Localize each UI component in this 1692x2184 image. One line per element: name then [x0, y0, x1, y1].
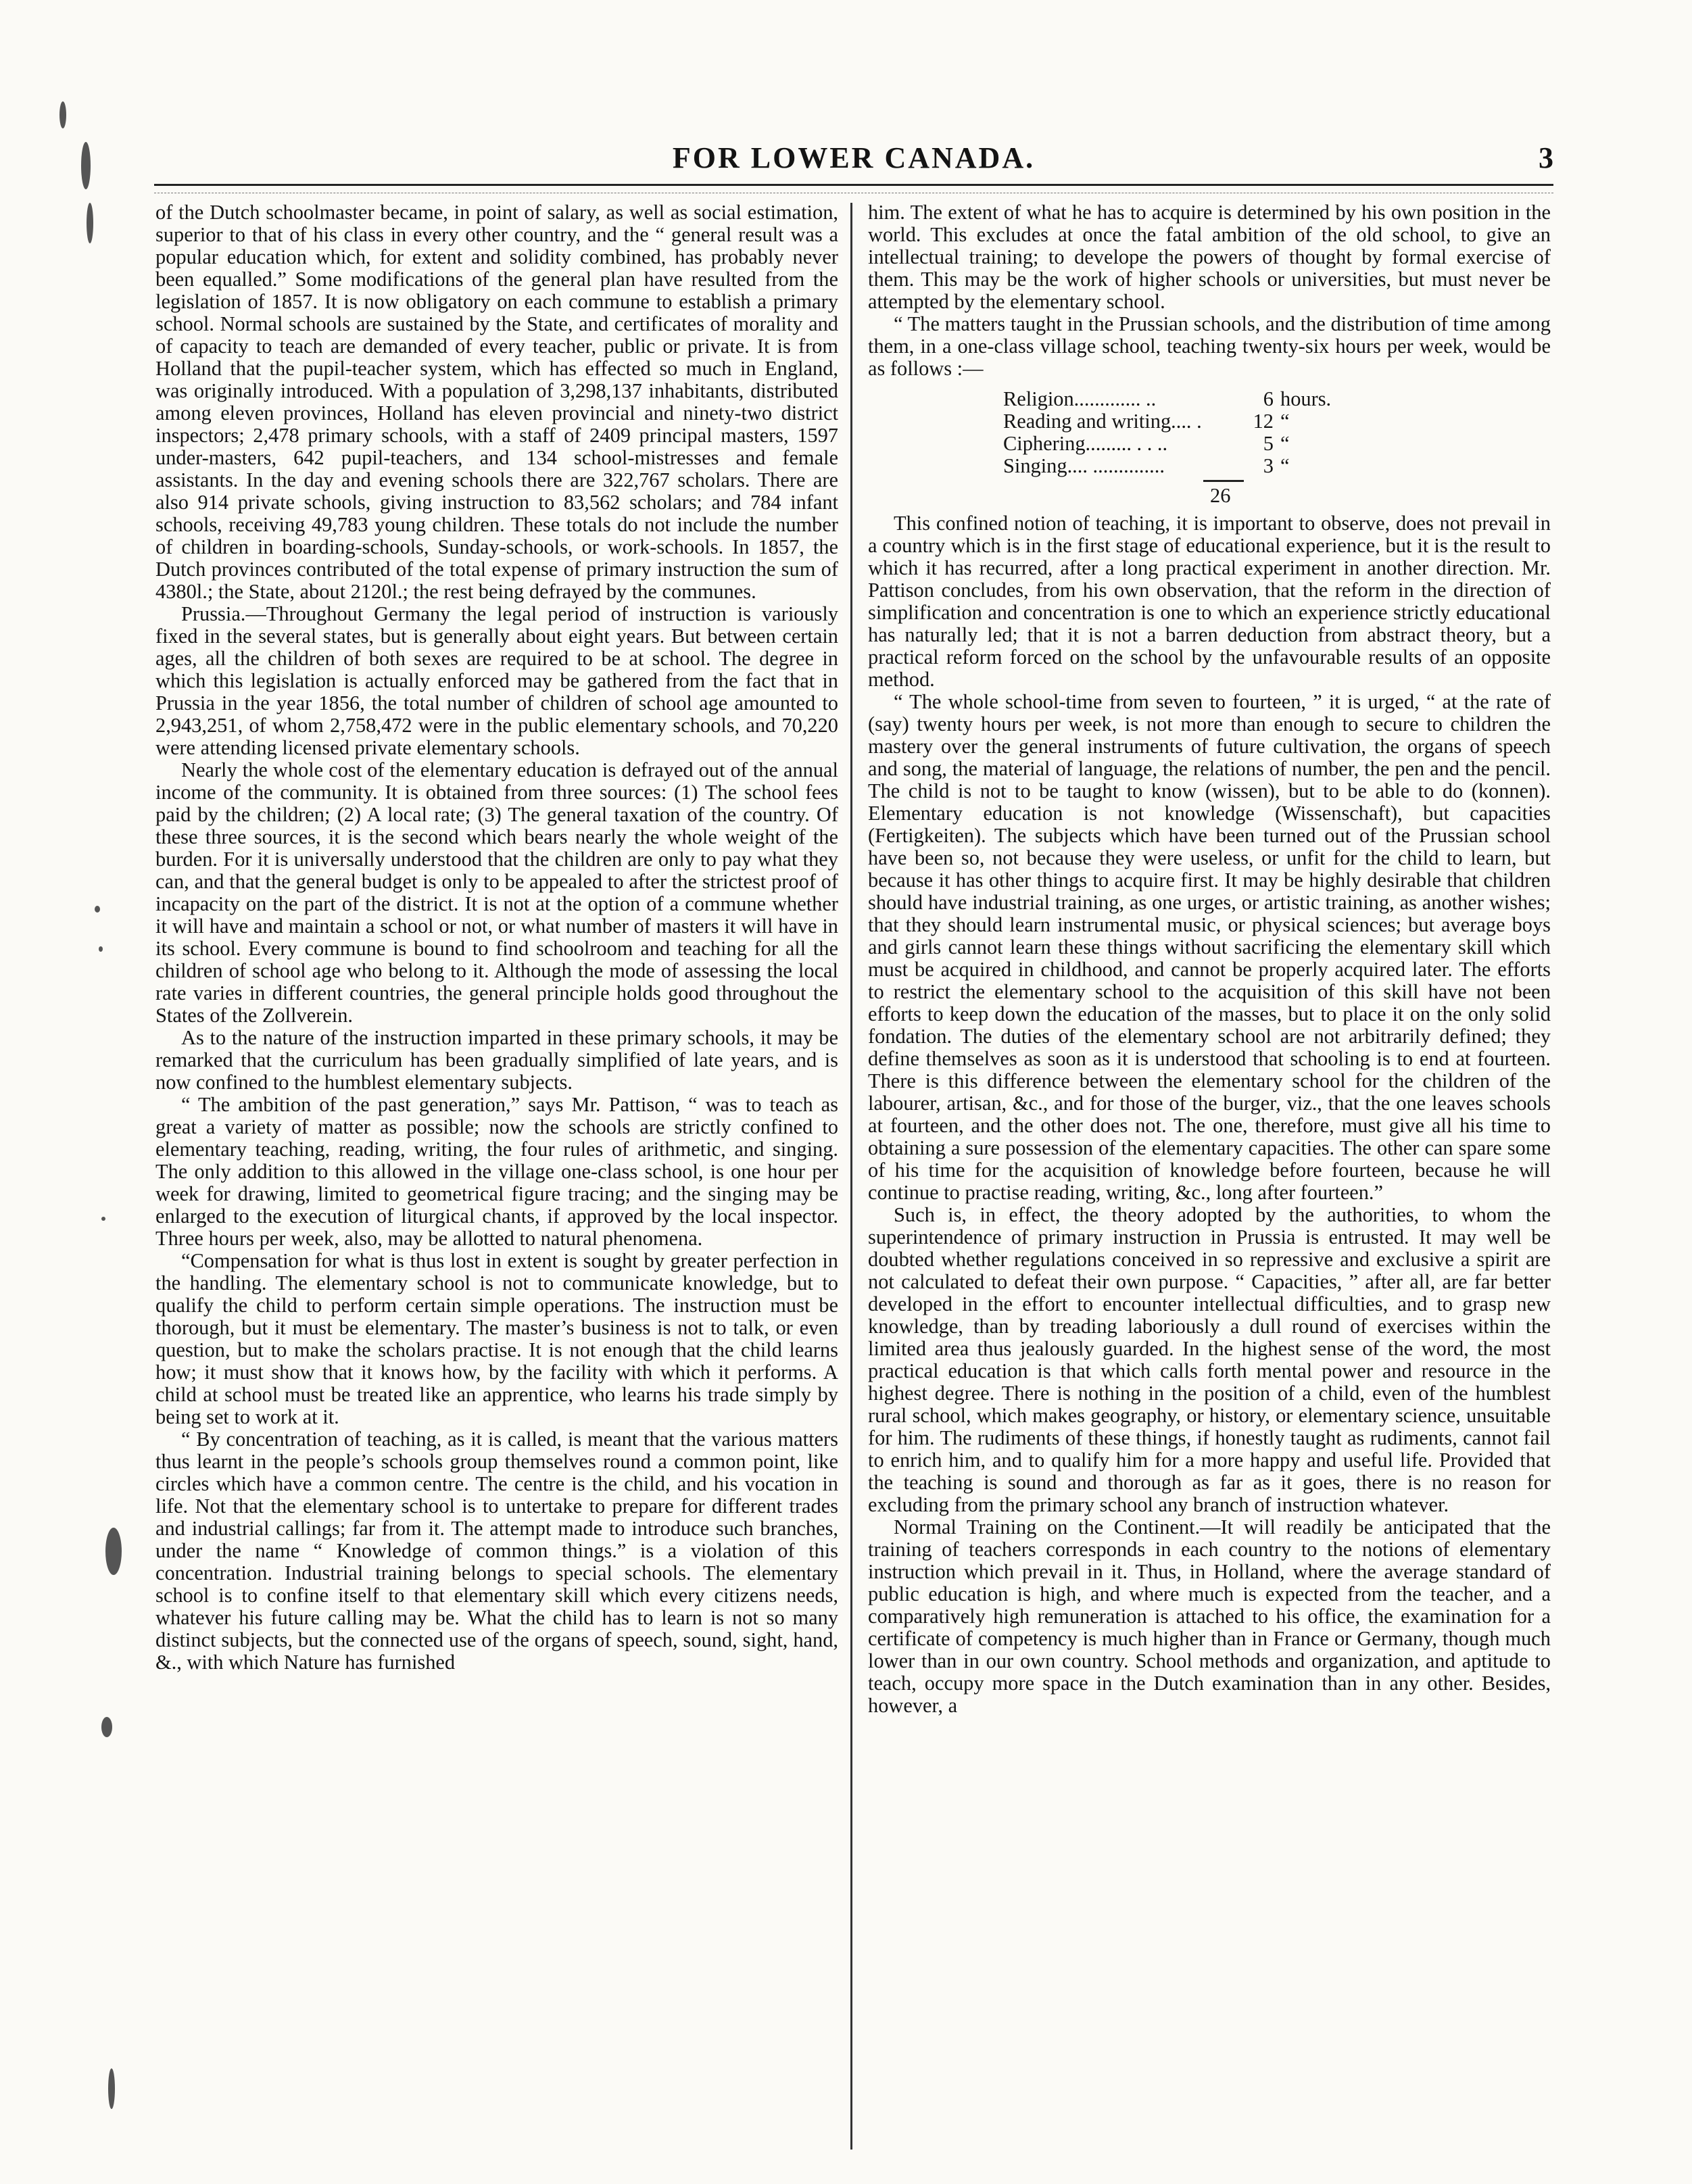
- left-column: [155, 201, 838, 1674]
- paragraph: Normal Training on the Continent.—It will readily be anticipated that the training of teachers corresponds in each country to the notions of elementary instruction which prevail in it. Thus, in Holland, where the average standard of public education is high, and where much is expected from the teacher, and a comparatively high remuneration is attached to his office, the examination for a certificate of competency is much higher than in France or Germany, though much lower than in our own country. School methods and organization, and aptitude to teach, occupy more space in the Dutch examination than in any other. Besides, however, a: [868, 1515, 1551, 1717]
- paragraph: Such is, in effect, the theory adopted by the authorities, to whom the superintendence of primary instruction in Prussia is entrusted. It may well be doubted whether regulations conceived in so repressive and exclusive a spirit are not calculated to defeat their own purpose. “ Capacities, ” after all, are far better developed in the effort to encounter intellectual difficulties, and to grasp new knowledge, than by treading laboriously a dull round of exercises within the limited area thus jealously guarded. In the highest sense of the word, the most practical education is that which calls forth mental power and resource in the highest degree. There is nothing in the position of a child, even of the humblest rural school, which makes geography, or history, or elementary science, unsuitable for him. The rudiments of these things, if honestly taught as rudiments, cannot fail to enrich him, and to qualify him for a more happy and useful life. Provided that the teaching is sound and thorough as far as it goes, there is no reason for excluding from the primary school any branch of instruction whatever.: [868, 1203, 1551, 1516]
- right-column: [868, 201, 1551, 1717]
- timetable-subject: Ciphering......... . . ..: [1003, 432, 1168, 455]
- paragraph: “ By concentration of teaching, as it is called, is meant that the various matters thus learnt in the people’s schools group themselves round a common point, like circles which have a common centre. The centre is the child, and his vocation in life. Not that the elementary school is to untertake to prepare for different trades and industrial callings; far from it. The attempt made to introduce such branches, under the name “ Knowledge of common things.” is a violation of this concentration. Industrial training belongs to special schools. The elementary school is to confine itself to that elementary skill which every citizens needs, whatever his future calling may be. What the child has to learn is not so many distinct subjects, but the connected use of the organs of speech, sound, sight, hand, &., with which Nature has furnished: [155, 1428, 838, 1674]
- header-rule: [154, 184, 1553, 193]
- timetable-hours: 5: [1263, 432, 1274, 455]
- timetable-row: [1003, 388, 1355, 410]
- timetable-unit: hours.: [1280, 387, 1332, 410]
- paragraph: “ The ambition of the past generation,” says Mr. Pattison, “ was to teach as great a variety of matter as possible; now the schools are strictly confined to elementary teaching, reading, writing, the four rules of arithmetic, and singing. The only addition to this allowed in the village one-class school, is one hour per week for drawing, limited to geometrical figure tracing; and the singing may be enlarged to the execution of liturgical chants, if approved by the local inspector. Three hours per week, also, may be allotted to natural phenomena.: [155, 1093, 838, 1250]
- timetable-hours: 3: [1263, 454, 1274, 477]
- timetable-row: [1003, 455, 1355, 477]
- timetable-row: [1003, 433, 1355, 455]
- timetable-total: 26: [1210, 484, 1231, 507]
- paragraph: Nearly the whole cost of the elementary education is defrayed out of the annual income of the community. It is obtained from three sources: (1) The school fees paid by the children; (2) A local rate; (3) The general taxation of the country. Of these three sources, it is the second which bears nearly the whole weight of the burden. For it is universally understood that the children are only to pay what they can, and that the general budget is only to be appealed to after the strictest proof of incapacity on the part of the district. It is not at the option of a commune whether it will have and maintain a school or not, or what number of masters it will have in its school. Every commune is bound to find schoolroom and teaching for all the children of school age who belong to it. Although the mode of assessing the local rate varies in different countries, the general principle holds good throughout the States of the Zollverein.: [155, 758, 838, 1027]
- timetable-row: [1003, 410, 1355, 433]
- timetable-subject: Singing.... ..............: [1003, 454, 1165, 477]
- timetable-subject: Religion............. ..: [1003, 387, 1157, 410]
- timetable: [1003, 388, 1551, 477]
- paragraph: “ The matters taught in the Prussian schools, and the distribution of time among them, in a one-class village school, teaching twenty-six hours per week, would be as follows :—: [868, 312, 1551, 380]
- timetable-unit: “: [1280, 432, 1290, 455]
- timetable-unit: “: [1280, 454, 1290, 477]
- paragraph: “ The whole school-time from seven to fourteen, ” it is urged, “ at the rate of (say) twenty hours per week, is not more than enough to secure to children the mastery over the general instruments of future cultivation, the organs of speech and song, the material of language, the relations of number, the pen and the pencil. The child is not to be taught to know (wissen), but to be able to do (konnen). Elementary education is not knowledge (Wissenschaft), but capacities (Fertigkeiten). The subjects which have been turned out of the Prussian school have been so, not because they were useless, or unfit for the child to learn, but because it has other things to acquire first. It may be highly desirable that children should have industrial training, as one urges, or artistic training, as another wishes; that they should learn instrumental music, or physical sciences; but average boys and girls cannot learn these things without sacrificing the elementary skill which must be acquired in childhood, and cannot be properly acquired later. The efforts to restrict the elementary school to the acquisition of this skill have not been efforts to keep down the education of the masses, but to place it on the only solid fondation. The duties of the elementary school are not arbitrarily defined; they define themselves as soon as it is understood that schooling is to end at fourteen. There is this difference between the elementary school for the children of the labourer, artisan, &c., and for those of the burger, viz., that the one leaves schools at fourteen, and the other does not. The one, therefore, must give all his time to obtaining a sure possession of the elementary capacities. The other can spare some of his time for the acquisition of knowledge before fourteen, because he will continue to practise reading, writing, &c., long after fourteen.”: [868, 690, 1551, 1204]
- paragraph: him. The extent of what he has to acquire is determined by his own position in the world. This excludes at once the fatal ambition of the old school, to give an intellectual training; to develope the powers of thought by formal exercise of them. This may be the work of higher schools or universities, but must never be attempted by the elementary school.: [868, 201, 1551, 313]
- column-divider: [850, 203, 852, 2150]
- page-title: FOR LOWER CANADA.: [672, 141, 1036, 174]
- running-header: [154, 141, 1553, 181]
- total-rule: [1203, 480, 1244, 482]
- paragraph: Prussia.—Throughout Germany the legal period of instruction is variously fixed in the several states, but is generally about eight years. But between certain ages, all the children of both sexes are required to be at school. The degree in which this legislation is actually enforced may be gathered from the fact that in Prussia in the year 1856, the total number of children of school age amounted to 2,943,251, of whom 2,758,472 were in the public elementary schools, and 70,220 were attending licensed private elementary schools.: [155, 602, 838, 759]
- timetable-hours: 6: [1263, 387, 1274, 410]
- page-number: 3: [1539, 141, 1553, 174]
- timetable-unit: “: [1280, 410, 1290, 433]
- paragraph: As to the nature of the instruction imparted in these primary schools, it may be remarked that the curriculum has been gradually simplified of late years, and is now confined to the humblest elementary subjects.: [155, 1026, 838, 1094]
- scan-margin-marks: [0, 0, 122, 2184]
- timetable-subject: Reading and writing.... .: [1003, 410, 1202, 433]
- paragraph: “Compensation for what is thus lost in extent is sought by greater perfection in the handling. The elementary school is not to communicate knowledge, but to qualify the child to perform certain simple operations. The instruction must be thorough, but it must be elementary. The master’s business is not to talk, or even question, but to make the scholars practise. It is not enough that the child learns how; it must show that it knows how, by the facility with which it performs. A child at school must be treated like an apprentice, who learns his trade simply by being set to work at it.: [155, 1249, 838, 1428]
- paragraph: of the Dutch schoolmaster became, in point of salary, as well as social estimation, superior to that of his class in every other country, and the “ general result was a popular education which, for extent and solidity combined, has probably never been equalled.” Some modifications of the general plan have resulted from the legislation of 1857. It is now obligatory on each commune to establish a primary school. Normal schools are sustained by the State, and certificates of morality and of capacity to teach are demanded of every teacher, public or private. It is from Holland that the pupil-teacher system, which has effected so much in England, was originally introduced. With a population of 3,298,137 inhabitants, distributed among eleven provinces, Holland has eleven provincial and ninety-two district inspectors; 2,478 primary schools, with a staff of 2409 principal masters, 1597 under-masters, 642 pupil-teachers, and 134 school-mistresses and female assistants. In the day and evening schools there are 322,767 scholars. There are also 914 private schools, giving instruction to 83,562 scholars; and 784 infant schools, receiving 49,783 young children. These totals do not include the number of children in boarding-schools, Sunday-schools, or work-schools. In 1857, the Dutch provinces contributed of the total expense of primary instruction the sum of 4380l.; the State, about 2120l.; the rest being defrayed by the communes.: [155, 201, 838, 603]
- paragraph: This confined notion of teaching, it is important to observe, does not prevail in a country which is in the first stage of educational experience, but it is the result to which it has recurred, after a long practical experiment in another direction. Mr. Pattison concludes, from his own observation, that the reform in the direction of simplification and concentration is one to which an experience strictly educational has naturally led; that it is not a barren deduction from abstract theory, but a practical reform forced on the school by the unfavourable results of an opposite method.: [868, 512, 1551, 691]
- timetable-hours: 12: [1253, 410, 1274, 433]
